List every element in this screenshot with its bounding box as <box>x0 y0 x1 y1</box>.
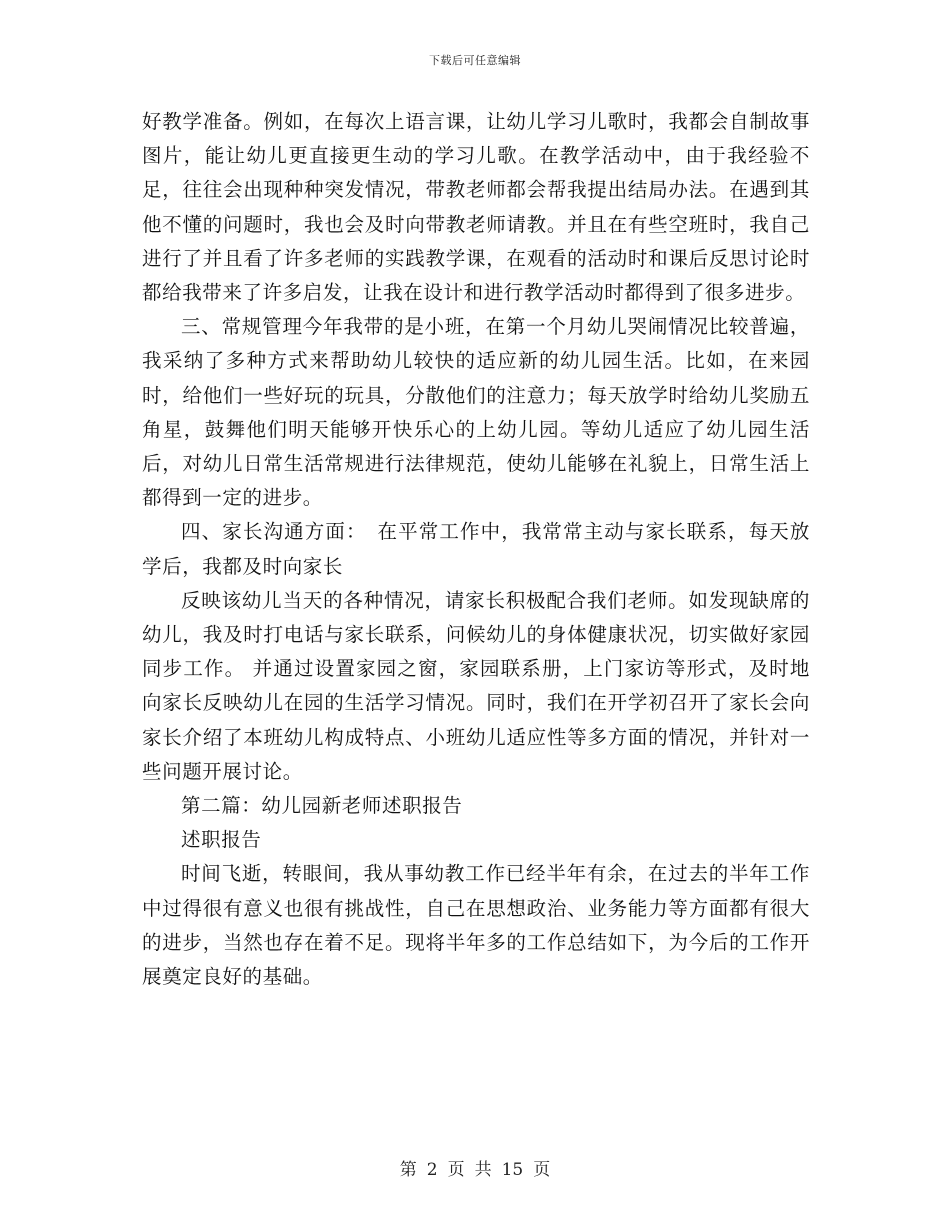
footer-total-word: 共 <box>474 1160 492 1180</box>
footer-total-pages: 15 <box>501 1160 524 1180</box>
section-subtitle-report: 述职报告 <box>181 828 262 852</box>
paragraph-parent-communication: 四、家长沟通方面： 在平常工作中，我常常主动与家长联系，每天放学后，我都及时向家长 <box>142 520 810 578</box>
footer-current-page: 2 <box>426 1160 438 1180</box>
page-footer <box>0 1155 950 1180</box>
paragraph-teaching-preparation: 好教学准备。例如，在每次上语言课，让幼儿学习儿歌时，我都会自制故事图片，能让幼儿更直接更生动的学习儿歌。在教学活动中，由于我经验不足，往往会出现种种突发情况，带教老师都会帮我提出结局办法。在遇到其他不懂的问题时，我也会及时向带教老师请教。并且在有些空班时，我自己进行了并且看了许多老师的实践教学课，在观看的活动时和课后反思讨论时都给我带来了许多启发，让我在设计和进行教学活动时都得到了很多进步。 <box>142 110 810 305</box>
footer-page-word: 页 <box>447 1160 465 1180</box>
footer-prefix: 第 <box>399 1160 417 1180</box>
paragraph-parent-feedback: 反映该幼儿当天的各种情况，请家长积极配合我们老师。如发现缺席的幼儿，我及时打电话与家长联系，问候幼儿的身体健康状况，切实做好家园同步工作。 并通过设置家园之窗，家园联系册，上门家访等形式，及时地向家长反映幼儿在园的生活学习情况。同时，我们在开学初召开了家长会向家长介绍了本班幼儿构成特点、小班幼儿适应性等多方面的情况，并针对一些问题开展讨论。 <box>142 588 810 783</box>
section-title-part-two: 第二篇：幼儿园新老师述职报告 <box>181 794 463 818</box>
footer-suffix: 页 <box>533 1160 551 1180</box>
page-header-note: 下载后可任意编辑 <box>429 54 521 67</box>
paragraph-routine-management: 三、常规管理今年我带的是小班，在第一个月幼儿哭闹情况比较普遍，我采纳了多种方式来帮助幼儿较快的适应新的幼儿园生活。比如，在来园时，给他们一些好玩的玩具，分散他们的注意力；每天放学时给幼儿奖励五角星，鼓舞他们明天能够开快乐心的上幼儿园。等幼儿适应了幼儿园生活后，对幼儿日常生活常规进行法律规范，使幼儿能够在礼貌上，日常生活上都得到一定的进步。 <box>142 315 810 510</box>
paragraph-report-intro: 时间飞逝，转眼间，我从事幼教工作已经半年有余，在过去的半年工作中过得很有意义也很有挑战性，自己在思想政治、业务能力等方面都有很大的进步，当然也存在着不足。现将半年多的工作总结如下，为今后的工作开展奠定良好的基础。 <box>142 862 810 989</box>
document-body <box>142 105 810 994</box>
